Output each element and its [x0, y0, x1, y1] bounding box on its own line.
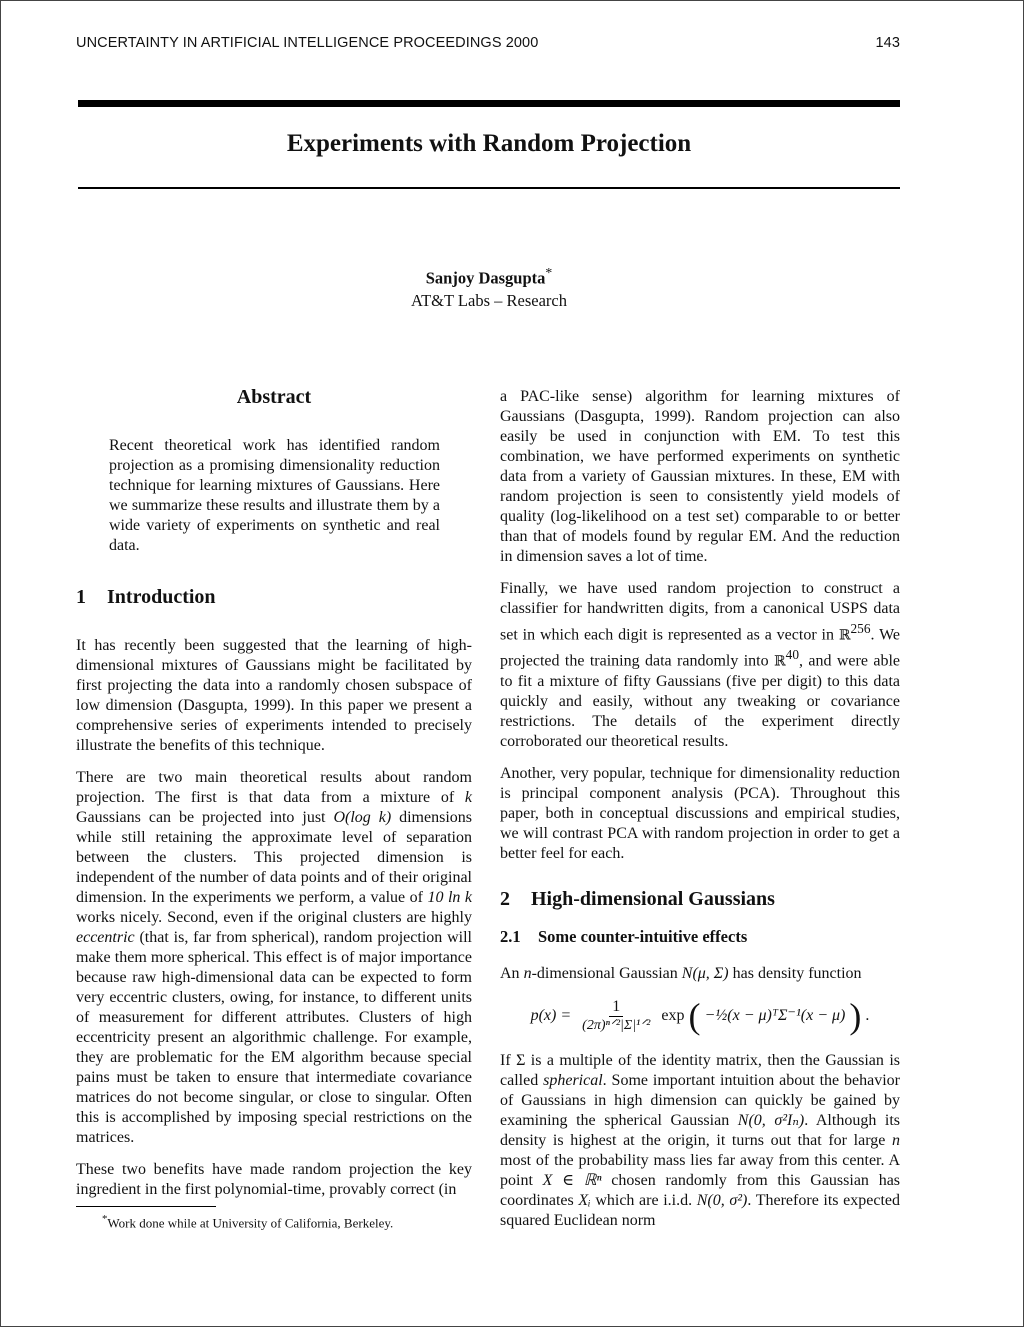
paper-title: Experiments with Random Projection	[286, 130, 692, 157]
math-olog: O(log k)	[333, 809, 392, 826]
abstract-heading: Abstract	[236, 386, 312, 408]
affiliation: AT&T Labs – Research	[411, 290, 567, 310]
math-point: X ∈ ℝⁿ	[542, 1171, 602, 1189]
section-number: 2	[500, 887, 510, 910]
right-paren: )	[849, 996, 862, 1037]
equation-numerator: 1	[609, 998, 623, 1017]
math-coordinate: Xᵢ	[578, 1191, 591, 1209]
emphasis-spherical: spherical	[543, 1071, 603, 1089]
text-run: most of the probability mass lies far away from this center. A point	[500, 1151, 900, 1189]
math-tenlnk: 10 ln k	[427, 889, 473, 906]
subsection-2-1-heading	[500, 926, 900, 948]
section-2-heading	[500, 886, 900, 912]
math-gaussian: N(μ, Σ)	[681, 964, 729, 982]
footnote-mark: *	[102, 1213, 108, 1225]
intro-paragraph-2	[76, 768, 472, 1148]
intro-paragraph-3: These two benefits have made random projection the key ingredient in the first polynomial-time, provably correct (in	[76, 1161, 472, 1198]
author-footnote-mark: *	[545, 265, 553, 280]
running-title: UNCERTAINTY IN ARTIFICIAL INTELLIGENCE PROCEEDINGS 2000	[76, 35, 539, 51]
text-run: An	[500, 964, 524, 982]
text-run: has density function	[728, 964, 862, 982]
text-run: chosen randomly from this Gaussian has coordinates	[500, 1171, 901, 1209]
subsection-title: Some counter-intuitive effects	[538, 926, 748, 946]
equation-lhs: p(x) =	[530, 1007, 572, 1025]
footnote-text: Work done while at University of California, Berkeley.	[107, 1215, 394, 1231]
text-run: Finally, we have used random projection to construct a classifier for handwritten digits, from a canonical USPS data set in which each digit is represented as a vector in	[500, 580, 900, 644]
section-2-paragraph-2	[500, 1051, 900, 1231]
text-run: (that is, far from spherical), random projection will make them more spherical. This effect is of major importance because raw high-dimensional data can be expected to form very eccentric clusters, owing, for instance, to different units of measurement for different attributes. Clusters of high eccentricity present an algorithmic challenge. For example, they are problematic for the EM algorithm because special pains must be taken to ensure that intermediate covariance matrices do not become singular, or close to singular. Often this is accomplished by imposing special restrictions on the matrices.	[76, 929, 472, 1146]
running-head	[76, 35, 900, 51]
equation-denominator: (2π)ⁿᐟ²|Σ|¹ᐟ²	[582, 1017, 651, 1033]
text-run: which are i.i.d.	[590, 1191, 697, 1209]
section-2-paragraph-1	[500, 964, 900, 984]
text-run: works nicely. Second, even if the original clusters are highly	[76, 909, 472, 926]
text-run: -dimensional Gaussian	[531, 964, 682, 982]
title-bottom-rule	[78, 187, 900, 189]
math-k: k	[464, 789, 472, 806]
math-n: n	[892, 1131, 900, 1149]
footnote-rule	[76, 1206, 216, 1207]
equation-period: .	[865, 1007, 870, 1025]
math-exponent: 256	[850, 621, 871, 636]
emphasis-eccentric: eccentric	[76, 929, 135, 946]
text-run: . Therefore its expected squared Euclidean norm	[500, 1191, 901, 1229]
section-title: High-dimensional Gaussians	[531, 887, 775, 910]
intro-paragraph-5: Another, very popular, technique for dimensionality reduction is principal component analysis (PCA). Throughout this paper, both in conceptual discussions and empirical studies, we will contrast PCA with random projection in order to get a better feel for each.	[500, 764, 900, 862]
text-run: . We projected the training data randomly into	[500, 626, 900, 670]
equation-exp: exp	[661, 1007, 685, 1025]
equation-fraction	[579, 998, 653, 1035]
math-reals: ℝ	[774, 653, 786, 670]
math-reals: ℝ	[838, 627, 851, 644]
intro-paragraph-1: It has recently been suggested that the learning of high-dimensional mixtures of Gaussians might be facilitated by first projecting the data into a randomly chosen subspace of low dimension (Dasgupta, 1999). In this paper we present a comprehensive series of experiments intended to precisely illustrate the benefits of this technique.	[76, 637, 472, 754]
left-column	[76, 384, 472, 1231]
section-number: 1	[76, 586, 86, 608]
math-n: n	[523, 964, 532, 982]
left-paren: (	[688, 996, 701, 1037]
title-top-rule	[78, 100, 900, 107]
author-name: Sanjoy Dasgupta	[425, 268, 546, 288]
text-run: dimensions while still retaining the approximate level of separation between the clusters. This projected dimension is independent of the number of data points and of their original dimension. In the experiments we perform, a value of	[76, 809, 472, 906]
author	[78, 262, 900, 290]
equation-exponent: −½(x − μ)ᵀΣ⁻¹(x − μ)	[704, 1007, 846, 1025]
math-spherical-gaussian: N(0, σ²Iₙ)	[737, 1111, 805, 1129]
subsection-number: 2.1	[500, 926, 521, 946]
intro-paragraph-4	[500, 579, 900, 752]
text-run: Gaussians can be projected into just	[76, 809, 334, 826]
text-run: . Some important intuition about the behavior of Gaussians in high dimension can quickly be gained by examining the spherical Gaussian	[500, 1071, 901, 1129]
abstract-text: Recent theoretical work has identified random projection as a promising dimensionality reduction technique for learning mixtures of Gaussians. Here we summarize these results and illustrate them by a wide variety of experiments on synthetic and real data.	[109, 437, 440, 554]
intro-paragraph-3-continued: a PAC-like sense) algorithm for learning mixtures of Gaussians (Dasgupta, 1999). Random projection can also easily be used in conjunction with EM. To test this combination, we have performed experiments on synthetic data from a variety of Gaussian mixtures. In these, EM with random projection is seen to consistently yield models of quality (log-likelihood on a test set) comparable to or better than that of models found by regular EM. And the reduction in dimension saves a lot of time.	[500, 388, 900, 565]
section-title: Introduction	[107, 586, 216, 608]
text-run: , and were able to fit a mixture of fifty Gaussians (five per digit) to this data quickly and easily, without any tweaking or covariance restrictions. The details of the experiment directly corroborated our theoretical results.	[500, 652, 900, 750]
footnote	[76, 1211, 472, 1231]
density-equation	[500, 998, 900, 1035]
math-normal: N(0, σ²)	[696, 1191, 748, 1209]
page-number: 143	[875, 35, 900, 51]
author-block	[78, 262, 900, 312]
text-run: . Although its density is highest at the origin, it turns out that for large	[500, 1111, 901, 1149]
text-run: There are two main theoretical results about random projection. The first is that data from a mixture of	[76, 769, 472, 806]
text-run: If Σ is a multiple of the identity matrix, then the Gaussian is called	[500, 1051, 900, 1089]
section-1-heading	[76, 584, 472, 610]
math-exponent: 40	[785, 647, 799, 663]
right-column	[500, 387, 900, 1243]
